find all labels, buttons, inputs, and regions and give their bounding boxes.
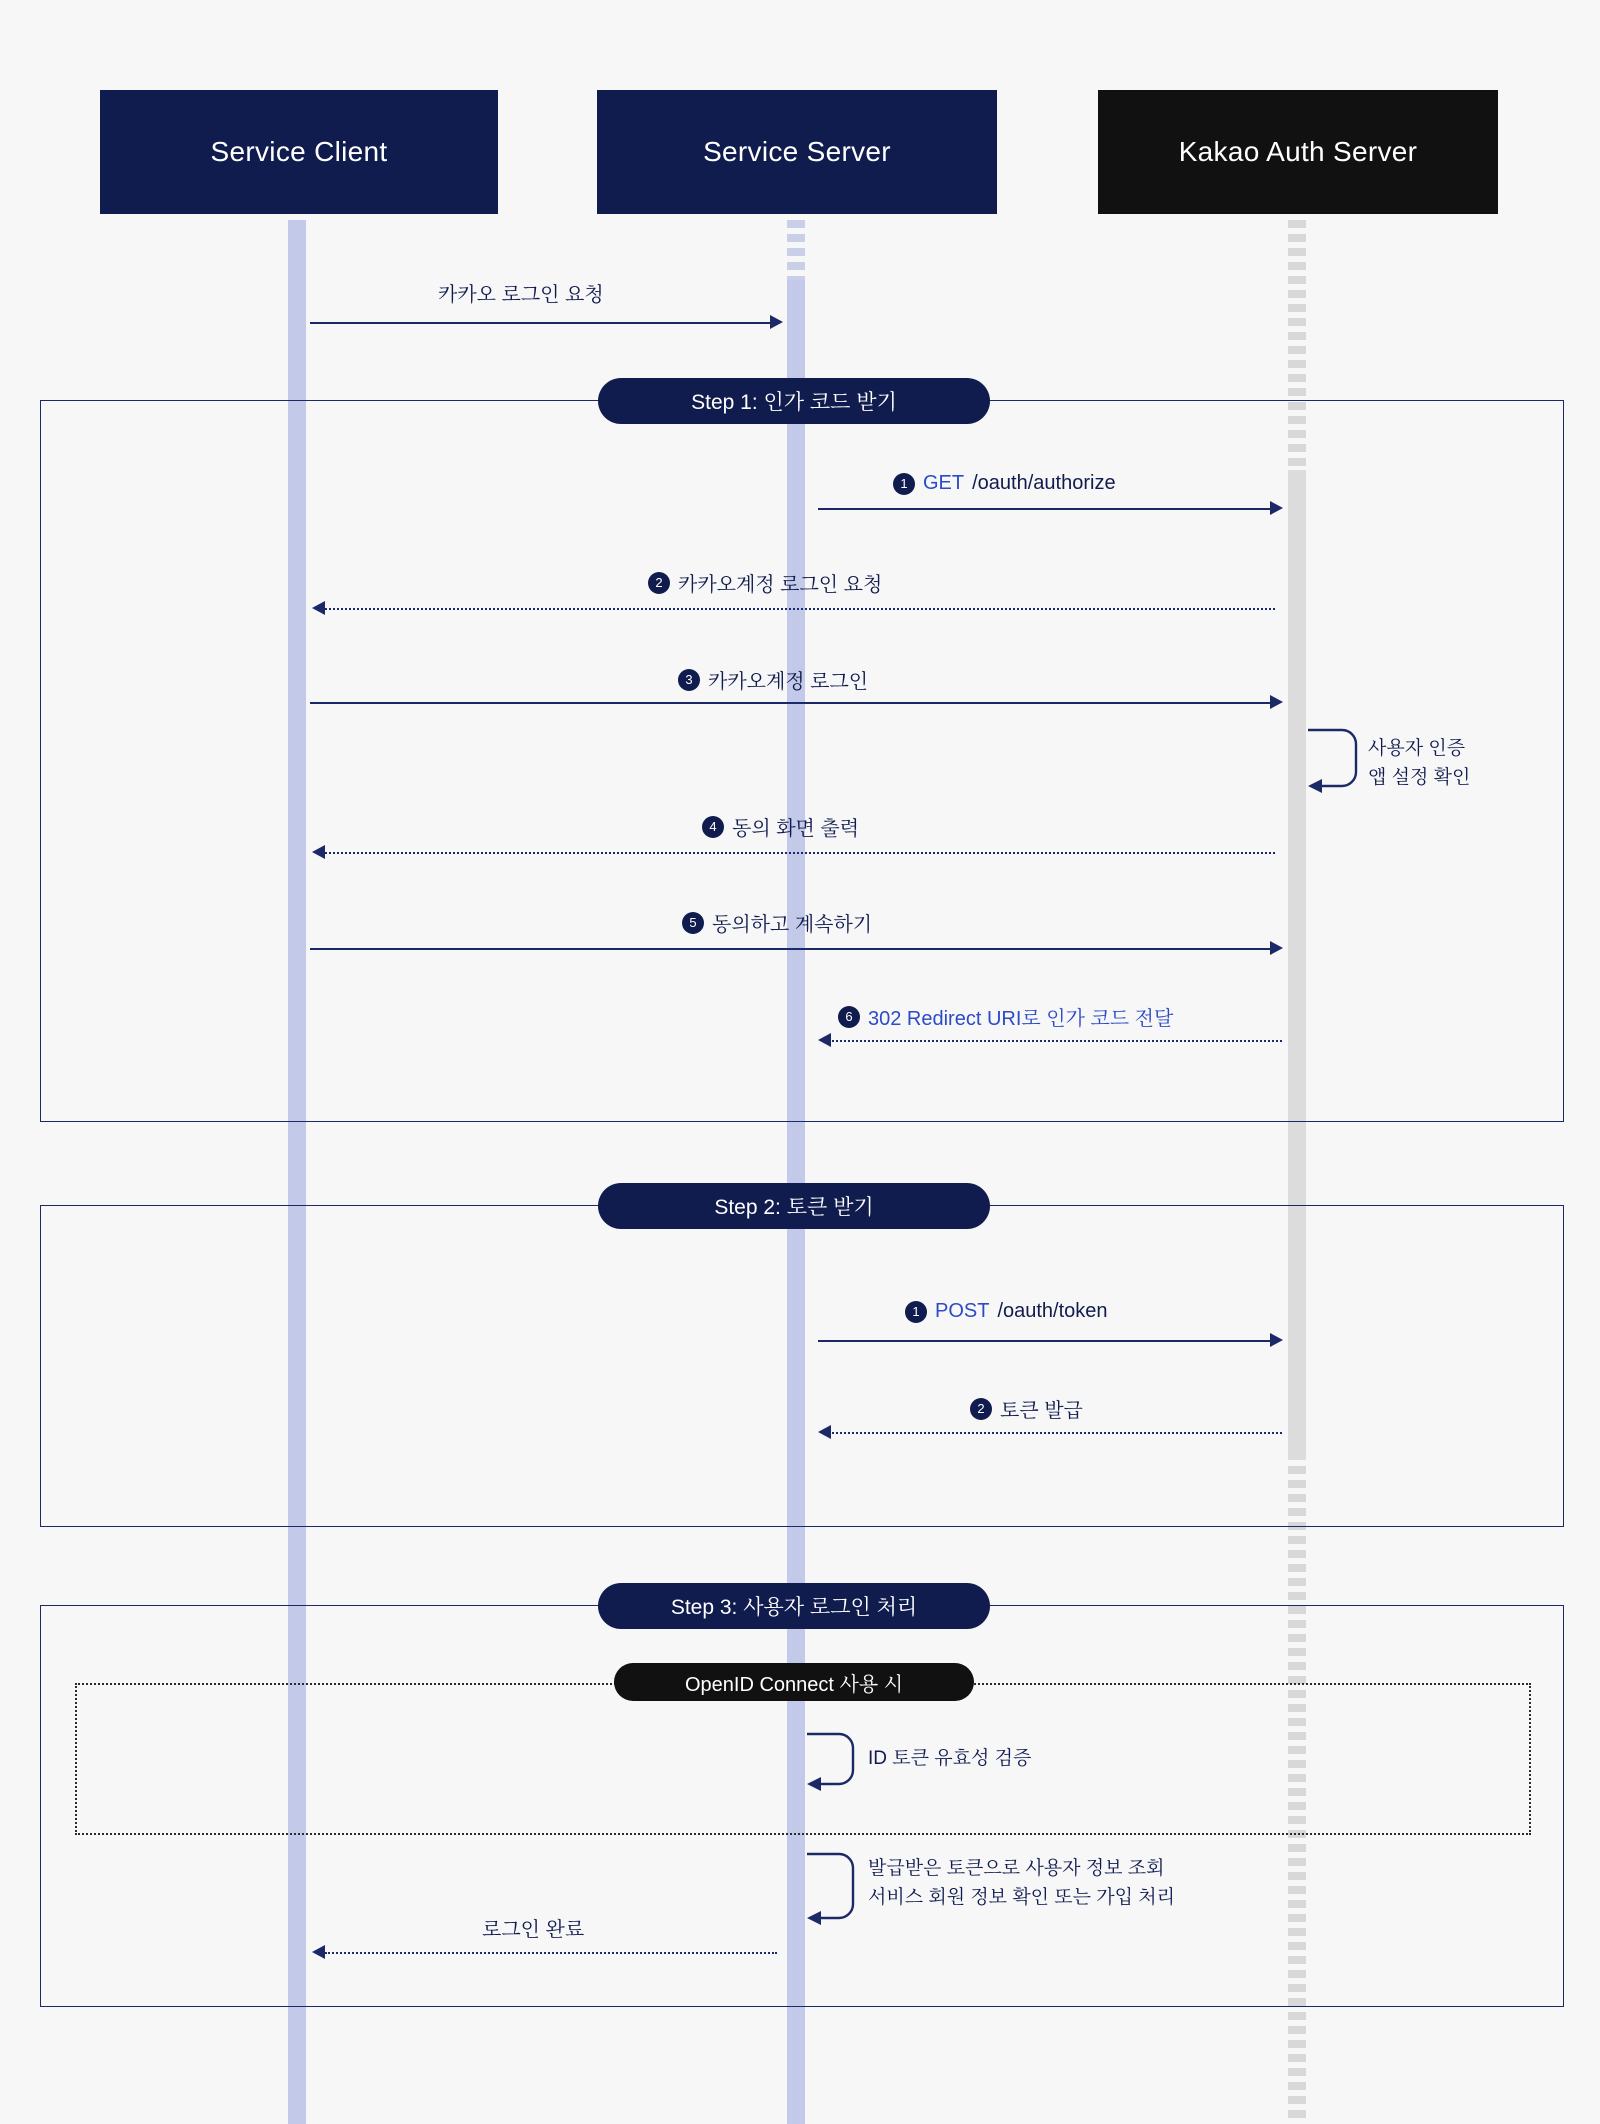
step2-label: Step 2: 토큰 받기 xyxy=(598,1183,990,1229)
self-loop-note-userinfo: 발급받은 토큰으로 사용자 정보 조회 서비스 회원 정보 확인 또는 가입 처리 xyxy=(868,1858,1175,1908)
arrowhead-right xyxy=(1270,695,1283,709)
message-label-s1-5: 5 동의하고 계속하기 xyxy=(682,908,872,937)
message-arrow-s1-3 xyxy=(310,702,1270,704)
arrowhead-left xyxy=(818,1033,831,1047)
step-number-badge: 3 xyxy=(678,669,700,691)
http-verb: GET xyxy=(923,472,965,494)
self-loop-kakao xyxy=(1306,710,1366,820)
message-arrow-initial xyxy=(310,322,770,324)
arrowhead-right xyxy=(1270,1333,1283,1347)
actor-label: Kakao Auth Server xyxy=(1178,136,1418,167)
arrowhead-left xyxy=(818,1425,831,1439)
step-number-badge: 5 xyxy=(682,912,704,934)
message-arrow-s1-4 xyxy=(325,852,1275,854)
actor-service-client xyxy=(100,90,498,214)
actor-label: Service Client xyxy=(210,136,388,167)
message-label-s1-4: 4 동의 화면 출력 xyxy=(702,812,859,841)
step2-frame xyxy=(40,1205,1564,1527)
actor-kakao-auth-server xyxy=(1098,90,1498,214)
arrowhead-left xyxy=(312,601,325,615)
openid-connect-frame xyxy=(75,1683,1531,1835)
step-number-badge: 2 xyxy=(648,572,670,594)
arrowhead-right xyxy=(770,315,783,329)
step-number-badge: 4 xyxy=(702,816,724,838)
message-arrow-s1-6 xyxy=(832,1040,1282,1042)
message-arrow-s2-2 xyxy=(832,1432,1282,1434)
message-label-initial: 카카오 로그인 요청 xyxy=(438,284,604,306)
message-label-s1-1 xyxy=(893,472,1116,495)
step-number-badge: 6 xyxy=(838,1006,860,1028)
message-arrow-s3-1 xyxy=(325,1952,777,1954)
self-loop-note-1: 사용자 인증 앱 설정 확인 xyxy=(1368,738,1471,788)
arrowhead-right xyxy=(1270,941,1283,955)
actor-service-server xyxy=(597,90,997,214)
http-path: /oauth/token xyxy=(997,1300,1108,1322)
message-label-s1-6: 6 302 Redirect URI로 인가 코드 전달 xyxy=(838,1002,1173,1031)
arrowhead-left xyxy=(312,845,325,859)
self-loop-server-userinfo xyxy=(805,1838,865,1954)
step1-label: Step 1: 인가 코드 받기 xyxy=(598,378,990,424)
message-label-s2-2: 2 토큰 발급 xyxy=(970,1394,1083,1423)
message-label-s1-2: 2 카카오계정 로그인 요청 xyxy=(648,568,882,597)
step-number-badge: 1 xyxy=(893,473,915,495)
message-arrow-s2-1 xyxy=(818,1340,1270,1342)
message-arrow-s1-1 xyxy=(818,508,1270,510)
arrowhead-left xyxy=(312,1945,325,1959)
message-arrow-s1-5 xyxy=(310,948,1270,950)
self-loop-server-idtoken xyxy=(805,1718,865,1818)
step3-label: Step 3: 사용자 로그인 처리 xyxy=(598,1583,990,1629)
self-loop-note-idtoken: ID 토큰 유효성 검증 xyxy=(868,1748,1032,1769)
http-path: /oauth/authorize xyxy=(972,472,1116,494)
step-number-badge: 2 xyxy=(970,1398,992,1420)
openid-connect-label: OpenID Connect 사용 시 xyxy=(614,1663,974,1701)
http-verb: POST xyxy=(935,1300,990,1322)
message-label-s2-1 xyxy=(905,1300,1108,1323)
step-number-badge: 1 xyxy=(905,1301,927,1323)
message-arrow-s1-2 xyxy=(325,608,1275,610)
actor-label: Service Server xyxy=(703,136,891,167)
message-label-s3-1: 로그인 완료 xyxy=(482,1919,585,1941)
message-label-s1-3: 3 카카오계정 로그인 xyxy=(678,665,868,694)
arrowhead-right xyxy=(1270,501,1283,515)
